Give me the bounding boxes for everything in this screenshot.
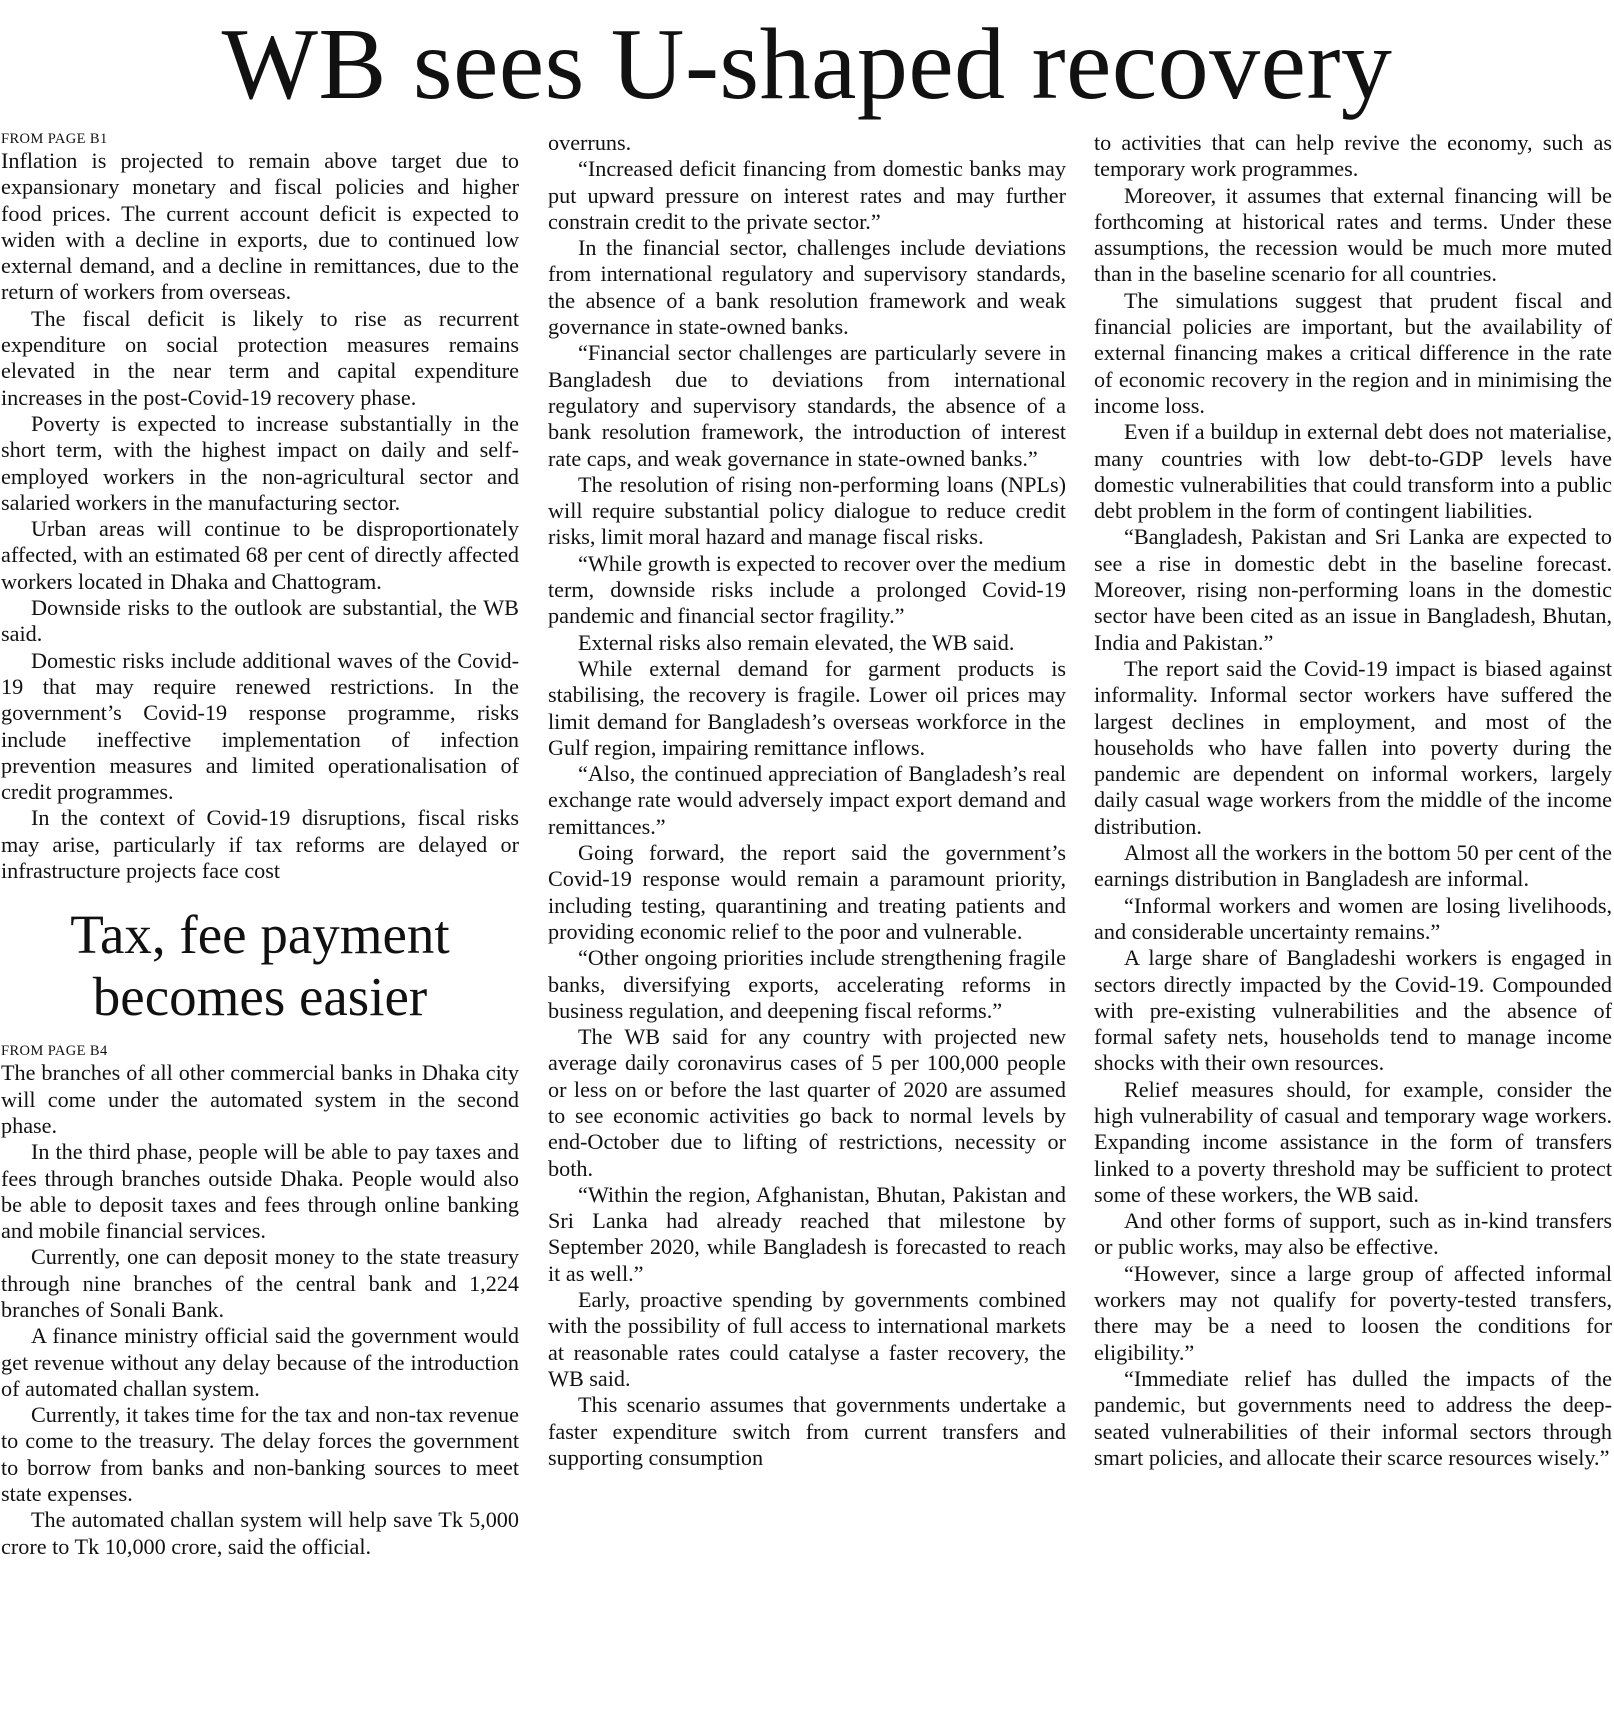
paragraph: “Immediate relief has dulled the impacts of the pandemic, but governments need to address the deep-seated vulnerabilities of their informal sectors through smart policies, and allocate their scarce resources wisely.” bbox=[1094, 1365, 1612, 1470]
paragraph: “Other ongoing priorities include strengthening fragile banks, diversifying exports, accelerating reforms in business regulation, and deepening fiscal reforms.” bbox=[548, 945, 1066, 1023]
continued-from-label: FROM PAGE B1 bbox=[1, 131, 108, 147]
paragraph: The fiscal deficit is likely to rise as recurrent expenditure on social protection measures remains elevated in the near term and capital expenditure increases in the post-Covid-19 recovery phase. bbox=[1, 305, 519, 410]
paragraph: “Within the region, Afghanistan, Bhutan, Pakistan and Sri Lanka had already reached that milestone by September 2020, while Bangladesh is forecasted to reach it as well.” bbox=[548, 1181, 1066, 1286]
paragraph: The branches of all other commercial banks in Dhaka city will come under the automated system in the second phase. bbox=[1, 1060, 519, 1138]
paragraph: In the context of Covid-19 disruptions, fiscal risks may arise, particularly if tax reforms are delayed or infrastructure projects face cost bbox=[1, 805, 519, 884]
paragraph: And other forms of support, such as in-kind transfers or public works, may also be effective. bbox=[1094, 1208, 1612, 1260]
paragraph: This scenario assumes that governments undertake a faster expenditure switch from current transfers and supporting consumption bbox=[548, 1392, 1066, 1470]
paragraph: “Also, the continued appreciation of Bangladesh’s real exchange rate would adversely impact export demand and remittances.” bbox=[548, 761, 1066, 839]
paragraph: Almost all the workers in the bottom 50 per cent of the earnings distribution in Bangladesh are informal. bbox=[1094, 840, 1612, 892]
paragraph: Relief measures should, for example, consider the high vulnerability of casual and temporary wage workers. Expanding income assistance in the form of transfers linked to a poverty threshold may be sufficient to protect some of these workers, the WB said. bbox=[1094, 1076, 1612, 1207]
paragraph: “However, since a large group of affected informal workers may not qualify for poverty-tested transfers, there may be a need to loosen the conditions for eligibility.” bbox=[1094, 1260, 1612, 1365]
column-1 bbox=[1, 130, 519, 1560]
paragraph: Currently, it takes time for the tax and non-tax revenue to come to the treasury. The delay forces the government to borrow from banks and non-banking sources to meet state expenses. bbox=[1, 1402, 519, 1507]
paragraph: In the third phase, people will be able to pay taxes and fees through branches outside Dhaka. People would also be able to deposit taxes and fees through online banking and mobile financial services. bbox=[1, 1139, 519, 1244]
paragraph: A finance ministry official said the government would get revenue without any delay because of the introduction of automated challan system. bbox=[1, 1323, 519, 1401]
paragraph: “While growth is expected to recover over the medium term, downside risks include a prolonged Covid-19 pandemic and financial sector fragility.” bbox=[548, 550, 1066, 629]
paragraph: to activities that can help revive the economy, such as temporary work programmes. bbox=[1094, 130, 1612, 182]
paragraph: “Bangladesh, Pakistan and Sri Lanka are expected to see a rise in domestic debt in the baseline forecast. Moreover, rising non-performing loans in the domestic sector have been cited as an issue in Bangladesh, Bhutan, India and Pakistan.” bbox=[1094, 524, 1612, 655]
paragraph: A large share of Bangladeshi workers is engaged in sectors directly impacted by the Covid-19. Compounded with pre-existing vulnerabilities and the absence of formal safety nets, households tend to manage income shocks with their own resources. bbox=[1094, 945, 1612, 1076]
paragraph: Urban areas will continue to be disproportionately affected, with an estimated 68 per cent of directly affected workers located in Dhaka and Chattogram. bbox=[1, 516, 519, 594]
column-2 bbox=[548, 130, 1066, 1471]
paragraph: Domestic risks include additional waves of the Covid-19 that may require renewed restrictions. In the government’s Covid-19 response programme, risks include ineffective implementation of infection prevention measures and limited operationalisation of credit programmes. bbox=[1, 647, 519, 805]
paragraph: The automated challan system will help save Tk 5,000 crore to Tk 10,000 crore, said the official. bbox=[1, 1507, 519, 1559]
paragraph: Moreover, it assumes that external financing will be forthcoming at historical rates and terms. Under these assumptions, the recession would be much more muted than in the baseline scenario for all countries. bbox=[1094, 182, 1612, 287]
paragraph: External risks also remain elevated, the WB said. bbox=[578, 629, 1015, 655]
headline-line-1: Tax, fee payment bbox=[70, 904, 450, 966]
paragraph: “Financial sector challenges are particularly severe in Bangladesh due to deviations from international regulatory and supervisory standards, the absence of a bank resolution framework, the introduction of interest rate caps, and weak governance in state-owned banks.” bbox=[548, 340, 1066, 471]
paragraph: The report said the Covid-19 impact is biased against informality. Informal sector workers have suffered the largest declines in employment, and most of the households who have fallen into poverty during the pandemic are dependent on informal workers, largely daily casual wage workers from the middle of the income distribution. bbox=[1094, 655, 1612, 839]
continued-from-label: FROM PAGE B4 bbox=[1, 1043, 108, 1060]
paragraph: “Informal workers and women are losing livelihoods, and considerable uncertainty remains.” bbox=[1094, 892, 1612, 944]
second-article-headline bbox=[1, 904, 519, 1028]
paragraph: “Increased deficit financing from domestic banks may put upward pressure on interest rates and may further constrain credit to the private sector.” bbox=[548, 156, 1066, 234]
paragraph: The simulations suggest that prudent fiscal and financial policies are important, but the availability of external financing makes a critical difference in the rate of economic recovery in the region and in minimising the income loss. bbox=[1094, 287, 1612, 418]
paragraph: The resolution of rising non-performing loans (NPLs) will require substantial policy dialogue to reduce credit risks, limit moral hazard and manage fiscal risks. bbox=[548, 471, 1066, 550]
paragraph: Inflation is projected to remain above target due to expansionary monetary and fiscal policies and higher food prices. The current account deficit is expected to widen with a decline in exports, due to continued low external demand, and a decline in remittances, due to the return of workers from overseas. bbox=[1, 148, 519, 305]
headline-line-2: becomes easier bbox=[92, 966, 428, 1028]
main-headline: WB sees U-shaped recovery bbox=[221, 8, 1393, 121]
paragraph: Early, proactive spending by governments combined with the possibility of full access to international markets at reasonable rates could catalyse a faster recovery, the WB said. bbox=[548, 1287, 1066, 1391]
paragraph: The WB said for any country with projected new average daily coronavirus cases of 5 per 100,000 people or less on or before the last quarter of 2020 are assumed to see economic activities go back to normal levels by end-October due to lifting of restrictions, necessity or both. bbox=[548, 1024, 1066, 1181]
paragraph: Poverty is expected to increase substantially in the short term, with the highest impact on daily and self-employed workers in the non-agricultural sector and salaried workers in the manufacturing sector. bbox=[1, 410, 519, 515]
paragraph: Even if a buildup in external debt does not materialise, many countries with low debt-to-GDP levels have domestic vulnerabilities that could transform into a public debt problem in the form of contingent liabilities. bbox=[1094, 419, 1612, 524]
paragraph: Going forward, the report said the government’s Covid-19 response would remain a paramount priority, including testing, quarantining and treating patients and providing economic relief to the poor and vulnerable. bbox=[548, 840, 1066, 944]
paragraph: Downside risks to the outlook are substantial, the WB said. bbox=[1, 595, 519, 647]
paragraph: overruns. bbox=[548, 130, 632, 155]
paragraph: In the financial sector, challenges include deviations from international regulatory and supervisory standards, the absence of a bank resolution framework and weak governance in state-owned banks. bbox=[548, 235, 1066, 340]
column-3 bbox=[1094, 130, 1612, 1471]
paragraph: Currently, one can deposit money to the state treasury through nine branches of the central bank and 1,224 branches of Sonali Bank. bbox=[1, 1244, 519, 1322]
paragraph: While external demand for garment products is stabilising, the recovery is fragile. Lower oil prices may limit demand for Bangladesh’s overseas workforce in the Gulf region, impairing remittance inflows. bbox=[548, 655, 1066, 760]
